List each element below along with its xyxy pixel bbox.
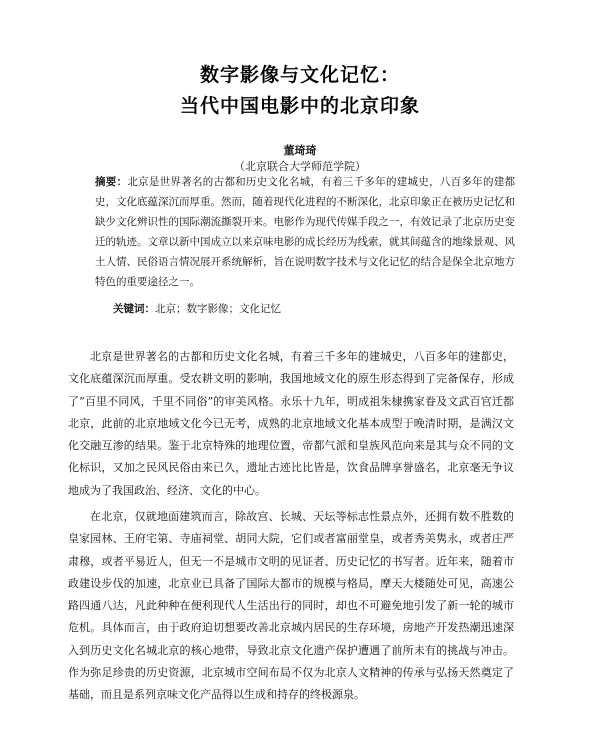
author-name: 董琦琦 (283, 144, 317, 157)
abstract-label: 摘要： (95, 176, 128, 188)
keywords-text: 北京；数字影像；文化记忆 (155, 303, 281, 315)
abstract (95, 172, 515, 292)
keywords (113, 299, 513, 319)
paper-title-line1: 数字影像与文化记忆： (199, 64, 400, 86)
paper-title-line2: 当代中国电影中的北京印象 (179, 95, 420, 117)
body-paragraph-1: 北京是世界著名的古都和历史文化名城，有着三千多年的建城史，八百多年的建都史，文化底蕴深沉而厚重。受农耕文明的影响，我国地域文化的原生形态得到了完备保存，形成了“百里不同风，千里不同俗”的审美风格。永乐十九年，明成祖朱棣携家眷及文武百官迁都北京，此前的北京地域文化今已无考，成熟的北京地域文化基本成型于晚清时期，是满汉文化交融互渗的结果。鉴于北京特殊的地理位置，帝都气派和皇族风范向来是其与众不同的文化标识，又加之民风民俗由来已久，遗址古迹比比皆是，饮食品牌享誉盛名，北京毫无争议地成为了我国政治、经济、文化的中心。 (68, 350, 514, 497)
body-paragraph-2: 在北京，仅就地面建筑而言，除故宫、长城、天坛等标志性景点外，还拥有数不胜数的皇家园林、王府宅第、寺庙祠堂、胡同大院，它们或者富丽堂皇，或者秀美隽永，或者庄严肃穆，或者平易近人，但无一不是城市文明的见证者、历史记忆的书写者。近年来，随着市政建设步伐的加速，北京业已具备了国际大都市的规模与格局，摩天大楼随处可见，高速公路四通八达，凡此种种在便利现代人生活出行的同时，却也不可避免地引发了新一轮的城市危机。具体而言，由于政府迫切想要改善北京城内居民的生存环境，房地产开发热潮迅速深入到历史文化名城北京的核心地带，导致北京文化遗产保护遭遇了前所未有的挑战与冲击。作为弥足珍贵的历史资源，北京城市空间布局不仅为北京人文精神的传承与弘扬天然奠定了基础，而且是系列京味文化产品得以生成和持存的终极源泉。 (68, 510, 514, 702)
abstract-text: 北京是世界著名的古都和历史文化名城，有着三千多年的建城史，八百多年的建都史，文化底蕴深沉而厚重。然而，随着现代化进程的不断深化，北京印象正在被历史记忆和缺少文化辨识性的国际潮流撕裂开来。电影作为现代传媒手段之一，有效记录了北京历史变迁的轨迹。文章以新中国成立以来京味电影的成长经历为线索，就其间蕴含的地缘景观、风土人情、民俗语言情况展开系统解析，旨在说明数字技术与文化记忆的结合是保全北京地方特色的重要途径之一。 (95, 176, 516, 288)
author-affiliation: （北京联合大学师范学院） (234, 160, 366, 173)
keywords-label: 关键词： (113, 303, 155, 315)
